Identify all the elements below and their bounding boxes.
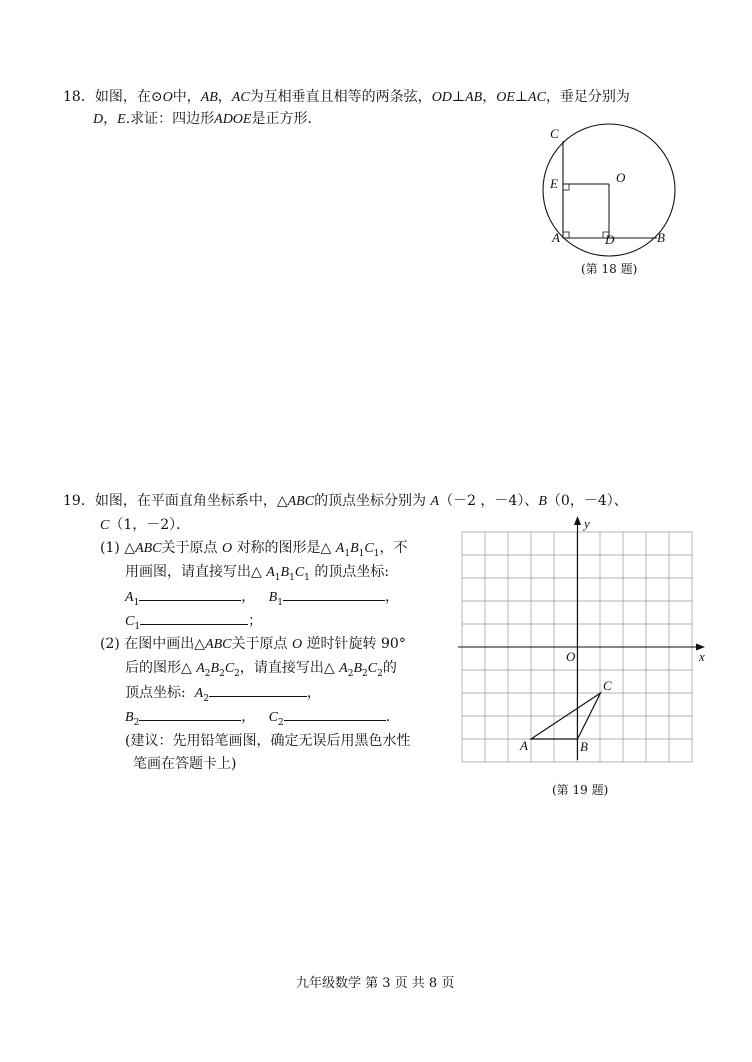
q18-label-c: C	[550, 126, 559, 141]
q19-part2-line1: (2) 在图中画出△ABC关于原点 O 逆时针旋转 90°	[100, 636, 406, 652]
q19-part1-answers-ab: $A_1$ ， $B_1$ ，	[125, 586, 399, 608]
q19-figure	[450, 515, 720, 770]
a1-answer-blank[interactable]	[139, 586, 241, 601]
q18-line2: D，E.求证：四边形ADOE是正方形．	[93, 111, 322, 127]
q19-label-c: C	[603, 678, 612, 693]
b1-answer-blank[interactable]	[283, 586, 385, 601]
c1-answer-blank[interactable]	[140, 610, 248, 625]
q19-label-y: y	[584, 516, 590, 531]
q18-label-d: D	[605, 232, 615, 247]
q18-label-e: E	[550, 176, 558, 191]
a2-answer-blank[interactable]	[209, 682, 307, 697]
q19-y-arrow	[574, 516, 581, 525]
q18-right-angle-a	[563, 232, 569, 238]
q18-label-a: A	[552, 230, 560, 245]
q18-right-angle-e	[563, 184, 569, 190]
q19-label-o: O	[566, 649, 576, 664]
q19-label-a: A	[520, 738, 528, 753]
q18-label-b: B	[657, 230, 665, 245]
q19-label-b: B	[580, 739, 588, 754]
b2-answer-blank[interactable]	[139, 706, 241, 721]
q19-advice-line1: (建议：先用铅笔画图，确定无误后用黑色水性	[125, 733, 411, 749]
q19-part1-line1: (1) △ABC关于原点 O 对称的图形是△ $A_1B_1C_1$，不	[100, 540, 408, 559]
page-footer: 九年级数学 第 3 页 共 8 页	[296, 976, 455, 991]
q19-part2-line4: $B_2$ ， $C_2$ .	[125, 706, 390, 728]
q19-part2-line2: 后的图形△ $A_2B_2C_2$，请直接写出△ $A_2B_2C_2$的	[125, 660, 397, 679]
q19-caption: (第 19 题)	[552, 783, 609, 797]
q19-part2-line3: 顶点坐标: $A_2$ ，	[125, 682, 321, 704]
q18-caption: (第 18 题)	[581, 262, 638, 276]
q19-advice-line2: 笔画在答题卡上)	[133, 756, 237, 772]
q19-label-x: x	[699, 649, 705, 664]
c2-answer-blank[interactable]	[284, 706, 386, 721]
q19-part1-line2: 用画图，请直接写出△ $A_1B_1C_1$ 的顶点坐标:	[125, 564, 390, 583]
q19-part1-answers-c: $C_1$ ；	[125, 610, 262, 632]
q19-line2: C（1，－2）．	[100, 517, 191, 533]
q18-label-o: O	[616, 170, 626, 185]
q19-line1: 19．如图，在平面直角坐标系中，△ABC的顶点坐标分别为 A（－2 ，－4）、B（0，－4）、	[63, 493, 628, 509]
q18-line1: 18．如图，在⊙O中，AB，AC为互相垂直且相等的两条弦，OD⊥AB，OE⊥AC，垂足分别为	[63, 89, 630, 105]
q18-figure	[540, 120, 710, 250]
